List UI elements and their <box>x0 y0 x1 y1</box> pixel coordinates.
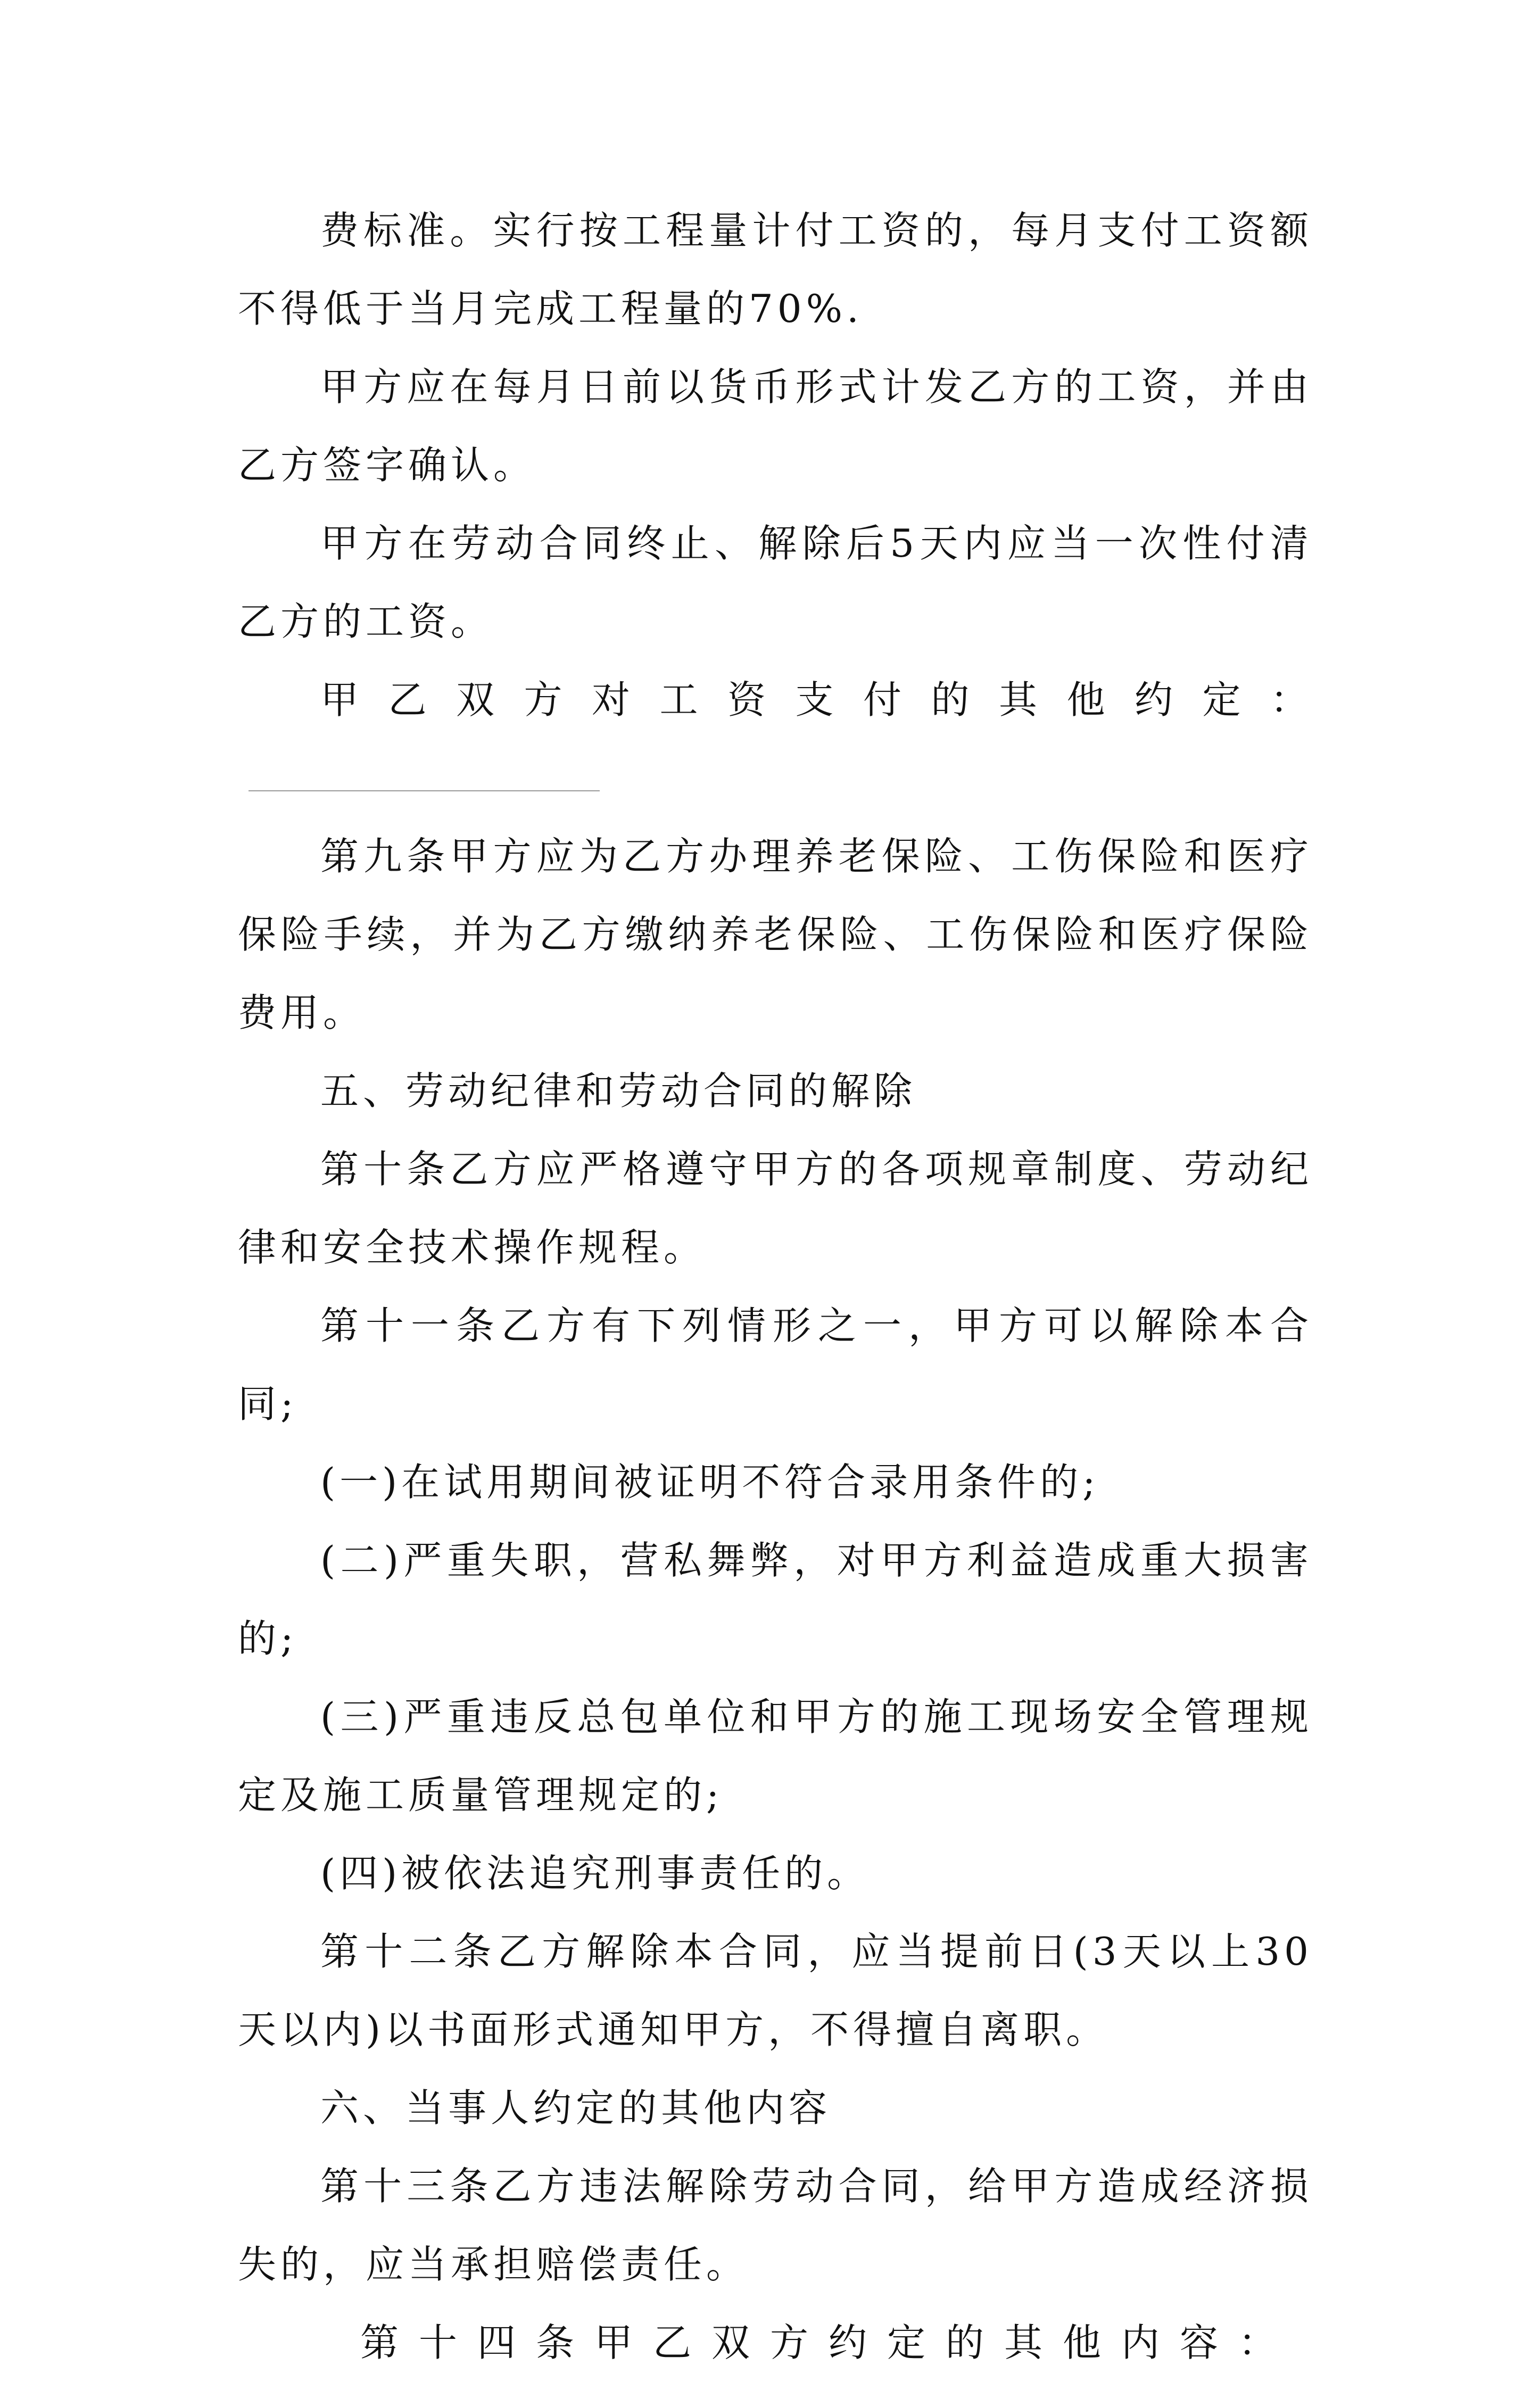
fill-in-blank-line <box>249 758 600 791</box>
paragraph-article-10: 第十条乙方应严格遵守甲方的各项规章制度、劳动纪律和安全技术操作规程。 <box>238 1147 1313 1270</box>
list-item-3: (三)严重违反总包单位和甲方的施工现场安全管理规定及施工质量管理规定的; <box>238 1694 1313 1817</box>
paragraph-article-14: 第十四条甲乙双方约定的其他内容： <box>360 2320 1297 2365</box>
list-item-2: (二)严重失职，营私舞弊，对甲方利益造成重大损害的; <box>238 1538 1313 1661</box>
list-item-1: (一)在试用期间被证明不符合录用条件的; <box>320 1460 1100 1504</box>
paragraph-article-11: 第十一条乙方有下列情形之一，甲方可以解除本合同; <box>238 1303 1313 1426</box>
section-heading-6: 六、当事人约定的其他内容 <box>320 2086 832 2130</box>
paragraph-article-13: 第十三条乙方违法解除劳动合同，给甲方造成经济损失的，应当承担赔偿责任。 <box>238 2164 1313 2287</box>
document-body <box>238 192 1313 2382</box>
paragraph-final-payment: 甲方在劳动合同终止、解除后5天内应当一次性付清乙方的工资。 <box>238 521 1313 644</box>
paragraph-article-9: 第九条甲方应为乙方办理养老保险、工伤保险和医疗保险手续，并为乙方缴纳养老保险、工伤保险和医疗保险费用。 <box>238 834 1313 1035</box>
paragraph-monthly-payment: 甲方应在每月日前以货币形式计发乙方的工资，并由乙方签字确认。 <box>238 365 1313 487</box>
list-item-4: (四)被依法追究刑事责任的。 <box>320 1851 870 1896</box>
paragraph-article-12: 第十二条乙方解除本合同，应当提前日(3天以上30天以内)以书面形式通知甲方，不得擅自离职。 <box>238 1929 1313 2052</box>
paragraph-other-wage-terms <box>238 661 1313 817</box>
section-heading-5: 五、劳动纪律和劳动合同的解除 <box>320 1069 917 1113</box>
paragraph-wage-standard: 费标准。实行按工程量计付工资的，每月支付工资额不得低于当月完成工程量的70%. <box>238 208 1313 331</box>
other-wage-terms-label: 甲乙双方对工资支付的其他约定： <box>320 677 1313 722</box>
